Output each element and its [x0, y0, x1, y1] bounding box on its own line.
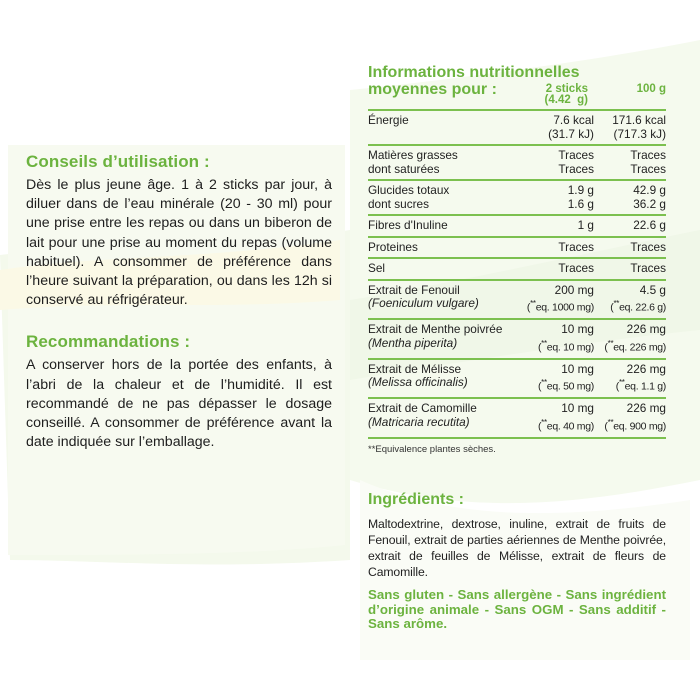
value-100g: 22.6 g	[594, 215, 666, 237]
value-2-sticks: 1 g	[514, 215, 594, 237]
row-label: Matières grasses dont saturées	[368, 145, 514, 180]
row-label: Extrait de Mélisse (Melissa officinalis)	[368, 359, 514, 399]
recommendations-title: Recommandations :	[26, 332, 191, 352]
table-row	[368, 215, 666, 237]
table-row	[368, 110, 666, 145]
column-header-2-sticks: 2 sticks (4.42 g)	[544, 83, 588, 106]
recommendations-text: A conserver hors de la portée des enfants, à l’abri de la chaleur et de l’humidité. Il est recommandé de ne pas dépasser le dosage conseillé. A consommer de préférence avant la date indiquée sur l’emballage.	[26, 357, 332, 451]
value-2-sticks: 200 mg (**eq. 1000 mg)	[514, 280, 594, 320]
row-label: Extrait de Fenouil (Foeniculum vulgare)	[368, 280, 514, 320]
table-row	[368, 280, 666, 320]
value-100g: 226 mg (**eq. 1.1 g)	[594, 359, 666, 399]
value-100g: 4.5 g (**eq. 22.6 g)	[594, 280, 666, 320]
usage-panel	[26, 152, 332, 452]
nutrition-panel	[368, 64, 666, 632]
usage-text: Dès le plus jeune âge. 1 à 2 sticks par jour, à diluer dans de l’eau minérale (20 - 30 ml) pour une prise entre les repas ou dans un biberon de lait pour une prise au moment du repas (volume habituel). A consommer de préférence dans l’heure suivant la préparation, ou dans les 12h si conservé au réfrigérateur.	[26, 177, 332, 309]
row-label: Extrait de Camomille (Matricaria recutita)	[368, 398, 514, 438]
value-2-sticks: 1.9 g 1.6 g	[514, 180, 594, 215]
value-2-sticks: 10 mg (**eq. 10 mg)	[514, 319, 594, 359]
row-label: Fibres d'Inuline	[368, 215, 514, 237]
column-header-100g: 100 g	[636, 83, 666, 95]
nutrition-title-line2: moyennes pour :	[368, 81, 497, 98]
value-100g: Traces	[594, 237, 666, 259]
value-100g: Traces	[594, 258, 666, 280]
row-label: Extrait de Menthe poivrée (Mentha piperita)	[368, 319, 514, 359]
value-2-sticks: Traces Traces	[514, 145, 594, 180]
value-100g: 226 mg (**eq. 900 mg)	[594, 398, 666, 438]
table-row	[368, 398, 666, 438]
row-label: Glucides totaux dont sucres	[368, 180, 514, 215]
table-row	[368, 145, 666, 180]
ingredients-text: Maltodextrine, dextrose, inuline, extrait de fruits de Fenouil, extrait de parties aériennes de Menthe poivrée, extrait de feuilles de Mélisse, extrait de fleurs de Camomille.	[368, 516, 666, 580]
value-100g: 42.9 g 36.2 g	[594, 180, 666, 215]
row-label: Sel	[368, 258, 514, 280]
table-row	[368, 237, 666, 259]
ingredients-title: Ingrédients :	[368, 490, 465, 508]
nutrition-table	[368, 109, 666, 439]
table-row	[368, 180, 666, 215]
table-row	[368, 319, 666, 359]
value-2-sticks: Traces	[514, 258, 594, 280]
value-2-sticks: 10 mg (**eq. 40 mg)	[514, 398, 594, 438]
value-100g: 226 mg (**eq. 226 mg)	[594, 319, 666, 359]
value-2-sticks: Traces	[514, 237, 594, 259]
table-row	[368, 258, 666, 280]
value-2-sticks: 10 mg (**eq. 50 mg)	[514, 359, 594, 399]
row-label: Proteines	[368, 237, 514, 259]
usage-title: Conseils d’utilisation :	[26, 152, 210, 171]
claims-text: Sans gluten - Sans allergène - Sans ingrédient d’origine animale - Sans OGM - Sans additif - Sans arôme.	[368, 587, 666, 632]
value-100g: Traces Traces	[594, 145, 666, 180]
nutrition-title-line1: Informations nutritionnelles	[368, 64, 580, 81]
value-100g: 171.6 kcal (717.3 kJ)	[594, 110, 666, 145]
footnote: **Equivalence plantes sèches.	[368, 443, 496, 455]
row-label: Énergie	[368, 110, 514, 145]
value-2-sticks: 7.6 kcal (31.7 kJ)	[514, 110, 594, 145]
table-row	[368, 359, 666, 399]
